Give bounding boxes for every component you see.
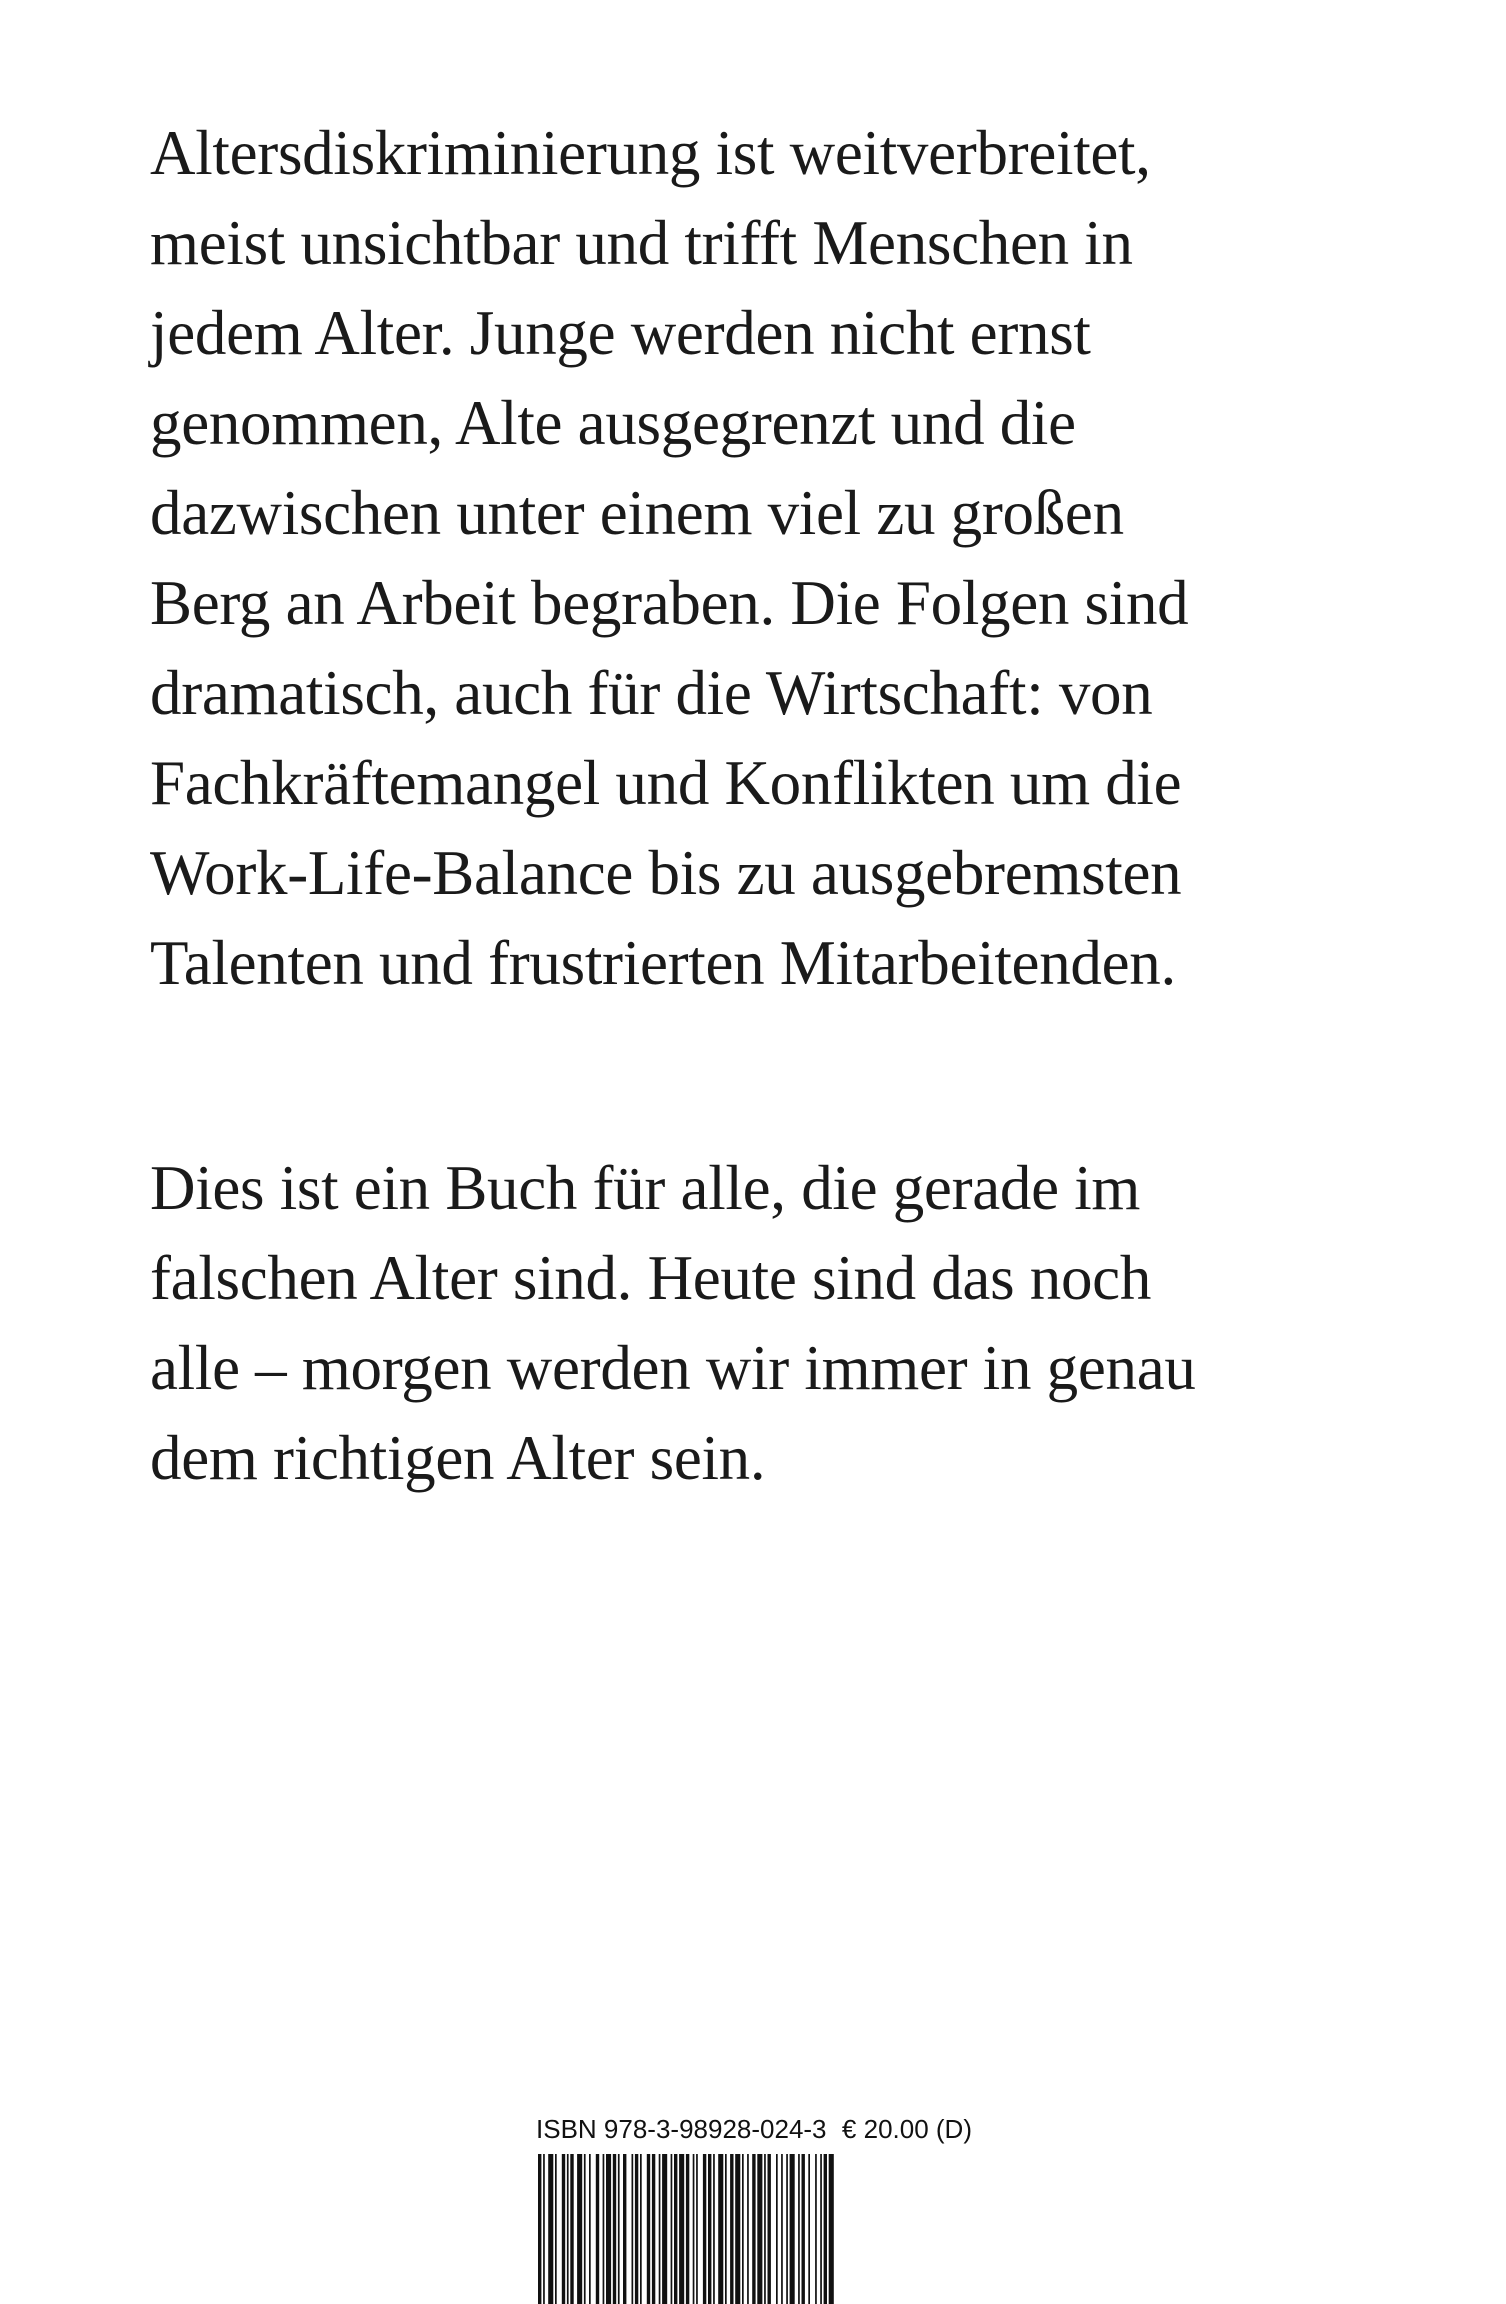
barcode-bar [790, 2154, 795, 2304]
barcode-bar [671, 2154, 673, 2304]
barcode-caption [536, 2112, 972, 2146]
barcode-bar [640, 2154, 642, 2304]
text-line: dramatisch, auch für die Wirtschaft: von [150, 658, 1153, 728]
barcode-bar [768, 2154, 771, 2304]
text-line: Work-Life-Balance bis zu ausgebremsten [150, 838, 1182, 908]
barcode-bar [543, 2154, 545, 2304]
barcode-bar [742, 2154, 744, 2304]
back-cover-blurb [150, 108, 1380, 1503]
text-line: falschen Alter sind. Heute sind das noch [150, 1243, 1152, 1313]
barcode-bar [808, 2154, 810, 2304]
blurb-paragraph-2 [150, 1143, 1380, 1503]
barcode-bar [781, 2154, 783, 2304]
barcode-bar [725, 2154, 727, 2304]
barcode-bar [703, 2154, 706, 2304]
barcode-bar [786, 2154, 788, 2304]
text-line: meist unsichtbar und trifft Menschen in [150, 208, 1133, 278]
barcode-bar [618, 2154, 620, 2304]
text-line: genommen, Alte ausgegrenzt und die [150, 388, 1076, 458]
barcode-bar [548, 2154, 553, 2304]
barcode-bar [647, 2154, 650, 2304]
barcode-bar [584, 2154, 586, 2304]
barcode-bar [693, 2154, 695, 2304]
barcode-bar [776, 2154, 778, 2304]
barcode-icon [536, 2154, 972, 2304]
barcode-bar [603, 2154, 605, 2304]
barcode-bar [718, 2154, 723, 2304]
barcode-bar [659, 2154, 661, 2304]
barcode-bar [829, 2154, 834, 2304]
barcode-bar [589, 2154, 591, 2304]
barcode-bar [708, 2154, 711, 2304]
barcode-bar [713, 2154, 715, 2304]
barcode-bar [735, 2154, 740, 2304]
barcode-bar [802, 2154, 805, 2304]
barcode-bar [652, 2154, 655, 2304]
barcode-bar [730, 2154, 733, 2304]
barcode-bar [752, 2154, 755, 2304]
barcode-bar [824, 2154, 827, 2304]
barcode-bar [577, 2154, 582, 2304]
barcode-bar [674, 2154, 677, 2304]
barcode-bar [562, 2154, 565, 2304]
barcode-bar [632, 2154, 634, 2304]
paragraph-spacer [150, 1008, 1380, 1143]
text-line: Berg an Arbeit begraben. Die Folgen sind [150, 568, 1189, 638]
barcode-bar [613, 2154, 616, 2304]
text-line: dem richtigen Alter sein. [150, 1423, 766, 1493]
barcode-bar [679, 2154, 684, 2304]
barcode-bar [606, 2154, 611, 2304]
price-label: € 20.00 (D) [841, 2114, 972, 2144]
isbn-number: ISBN 978-3-98928-024-3 [536, 2114, 827, 2144]
barcode-bar [764, 2154, 766, 2304]
barcode-bar [686, 2154, 689, 2304]
barcode-bar [820, 2154, 822, 2304]
text-line: dazwischen unter einem viel zu großen [150, 478, 1124, 548]
barcode-bar [747, 2154, 749, 2304]
barcode-bar [815, 2154, 817, 2304]
barcode-bar [570, 2154, 573, 2304]
isbn-barcode-block [536, 2112, 972, 2304]
barcode-bar [623, 2154, 626, 2304]
barcode-bar [662, 2154, 667, 2304]
blurb-paragraph-1 [150, 108, 1380, 1008]
barcode-bar [567, 2154, 569, 2304]
barcode-bar [538, 2154, 541, 2304]
barcode-bar [696, 2154, 698, 2304]
text-line: jedem Alter. Junge werden nicht ernst [150, 298, 1091, 368]
text-line: Altersdiskriminierung ist weitverbreitet, [150, 118, 1151, 188]
barcode-bar [635, 2154, 638, 2304]
text-line: alle – morgen werden wir immer in genau [150, 1333, 1196, 1403]
text-line: Talenten und frustrierten Mitarbeitenden. [150, 928, 1176, 998]
barcode-bar [596, 2154, 599, 2304]
text-line: Dies ist ein Buch für alle, die gerade im [150, 1153, 1141, 1223]
barcode-bar [798, 2154, 800, 2304]
text-line: Fachkräftemangel und Konflikten um die [150, 748, 1182, 818]
barcode-bar [757, 2154, 762, 2304]
barcode-bar [555, 2154, 557, 2304]
